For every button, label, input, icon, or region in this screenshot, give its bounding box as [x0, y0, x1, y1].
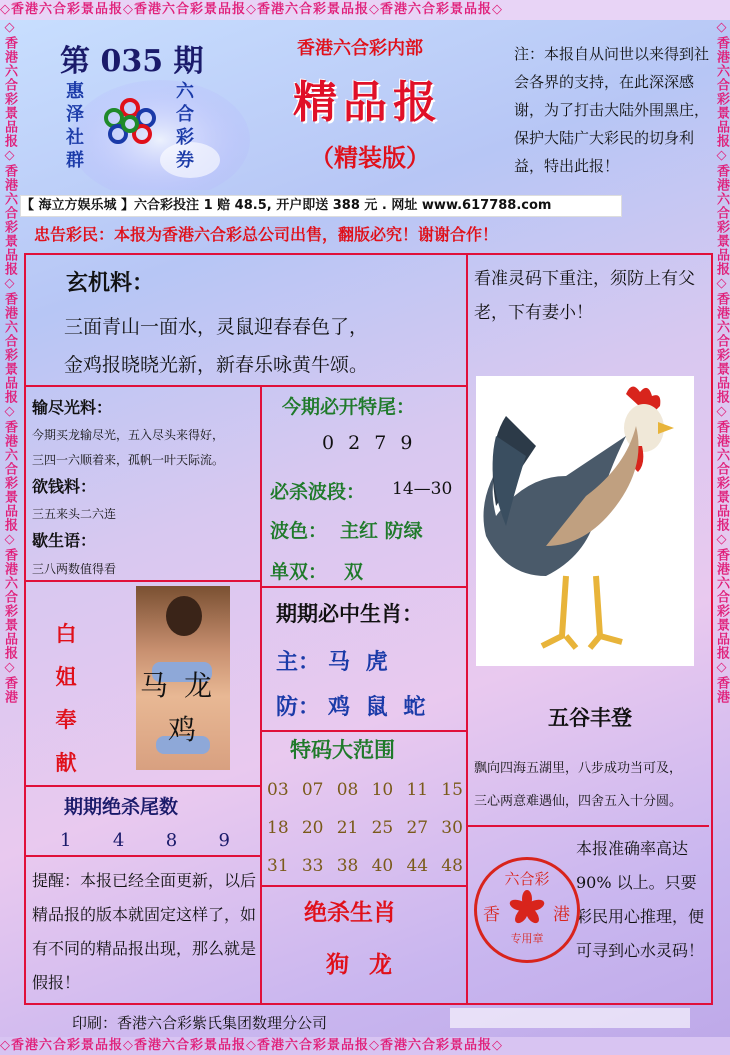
tema-number: 48 [441, 856, 463, 876]
advertisement-bar[interactable]: 【 海立方娱乐城 】六合彩投注 1 赔 48.5, 开户即送 388 元 . 网址 www.617788.com [20, 195, 622, 217]
top-border-text: ◇香港六合彩景品报◇香港六合彩景品报◇香港六合彩景品报◇香港六合彩景品报◇ [0, 2, 503, 17]
tema-number: 11 [406, 780, 429, 800]
slogan-char: 券 [176, 150, 194, 171]
shujin-line1: 今期买龙输尽光，五入尽头来得好， [32, 428, 225, 442]
divider-row2-left [26, 580, 260, 582]
rooster-poem-line1: 飘向四海五湖里，八步成功当可及， [474, 761, 683, 776]
bisha-value: 14—30 [392, 479, 453, 499]
left-border-strip [0, 20, 18, 1037]
tema-number: 15 [441, 780, 463, 800]
seal-top-text: 六合彩 [504, 870, 550, 888]
right-border-strip [712, 20, 730, 1037]
printer-credit: 印刷：香港六合彩紫氏集团数理分公司 [72, 1014, 328, 1032]
tema-row [267, 780, 463, 818]
tema-number: 27 [406, 818, 429, 838]
tema-number: 08 [336, 780, 359, 800]
divider-row2-mid [262, 586, 466, 588]
header-note: 注：本报自从问世以来得到社会各界的支持，在此深深感谢，为了打击大陆外围黑庄，保护大陆广大彩民的切身利益，特出此报！ [514, 45, 710, 175]
shujin-heading: 输尽光料： [32, 398, 113, 417]
divider-row3-mid [262, 730, 466, 732]
xiesheng-heading: 歇生语： [32, 531, 97, 550]
tema-number: 18 [267, 818, 289, 838]
photo-text-ji: 鸡 [168, 713, 197, 746]
divider-row3-left [26, 785, 260, 787]
xiesheng-line: 三八两数值得看 [32, 562, 117, 576]
juesha-digit: 8 [165, 830, 178, 851]
juesha-digit: 4 [112, 830, 125, 851]
shujin-line2: 三四一六顺着来，孤帆一叶天际流。 [32, 453, 225, 467]
juesha-wei-heading: 期期绝杀尾数 [64, 796, 179, 818]
photo-hair-shape [166, 596, 202, 636]
rooster-illustration [476, 376, 694, 666]
seal-right-char: 港 [553, 905, 570, 925]
slogan-char: 六 [176, 81, 194, 102]
juesha-digit: 1 [60, 830, 72, 851]
bose-value: 主红 防绿 [340, 520, 423, 542]
slogan-char: 群 [66, 150, 84, 171]
slogan-char: 惠 [66, 81, 84, 102]
juesha-shengxiao-heading: 绝杀生肖 [304, 899, 396, 926]
danshuang-label: 单双： [270, 561, 328, 583]
xuanji-heading: 玄机料： [66, 270, 155, 296]
bose-label: 波色： [270, 520, 328, 542]
baijie-char: 奉 [55, 707, 77, 732]
juesha-wei-digits [60, 830, 230, 851]
yuqian-line: 三五来头二六连 [32, 507, 117, 521]
tema-row [267, 818, 463, 856]
bottom-border-strip [0, 1037, 730, 1055]
tema-number: 33 [301, 856, 324, 876]
tewei-heading: 今期必开特尾： [282, 396, 416, 418]
divider-right-column [466, 255, 468, 1003]
tema-number: 03 [267, 780, 289, 800]
danshuang-value: 双 [344, 561, 364, 583]
issue-number: 第 035 期 [60, 44, 204, 79]
tema-number: 40 [371, 856, 394, 876]
rooster-poem-line2: 三心两意难遇仙，四舍五入十分圆。 [474, 794, 683, 809]
accuracy-text: 本报准确率高达 90% 以上。只要彩民用心推理，便可寻到心水灵码！ [576, 839, 705, 960]
header-edition: （精装版） [310, 143, 430, 172]
xuanji-line1: 三面青山一面水，灵鼠迎春春色了， [64, 316, 369, 338]
tema-number: 25 [371, 818, 394, 838]
photo-text-ma: 马 [140, 669, 169, 702]
shengxiao-main-value: 马 虎 [328, 649, 392, 675]
tema-number: 31 [267, 856, 289, 876]
seal-bottom-text: 专用章 [510, 932, 544, 945]
warning-notice: 忠告彩民：本报为香港六合彩总公司出售，翻版必究！谢谢合作！ [34, 225, 499, 244]
xuanji-line2: 金鸡报晓晓光新，新春乐咏黄牛颂。 [64, 354, 369, 376]
shengxiao-heading: 期期必中生肖： [276, 601, 423, 626]
reminder-text: 提醒：本报已经全面更新，以后精品报的版本就固定这样了，如有不同的精品报出现，那么就是假报！ [32, 871, 257, 992]
footer-blank-panel [450, 1008, 690, 1028]
bauhinia-flower-icon [509, 890, 545, 926]
header-title: 精品报 [293, 77, 443, 128]
bisha-label: 必杀波段： [270, 481, 366, 503]
left-border-text: ◇香港六合彩景品报◇香港六合彩景品报◇香港六合彩景品报◇香港六合彩景品报◇香港六合彩景品报◇香港 [2, 20, 17, 704]
right-slogan-col2 [172, 80, 198, 172]
slogan-char: 彩 [176, 127, 194, 148]
tewei-digits: 0 2 7 9 [322, 432, 417, 454]
slogan-char: 泽 [66, 104, 84, 125]
slogan-char: 社 [66, 127, 84, 148]
tema-heading: 特码大范围 [290, 737, 395, 762]
shengxiao-main-label: 主： [276, 649, 321, 675]
left-slogan-col1 [62, 80, 88, 172]
juesha-digit: 9 [218, 830, 230, 851]
shengxiao-fang-value: 鸡 鼠 蛇 [328, 694, 430, 720]
divider-left-column [260, 385, 262, 1003]
rooster-image [476, 376, 694, 666]
rooster-caption: 五谷丰登 [548, 705, 632, 730]
tema-number: 38 [336, 856, 359, 876]
tema-number: 07 [301, 780, 324, 800]
bottom-border-text: ◇香港六合彩景品报◇香港六合彩景品报◇香港六合彩景品报◇香港六合彩景品报◇ [0, 1038, 503, 1053]
divider-row4-left [26, 855, 260, 857]
photo-text-long: 龙 [184, 669, 213, 702]
tema-number: 20 [301, 818, 324, 838]
header-subtitle: 香港六合彩内部 [297, 38, 423, 59]
shengxiao-fang-label: 防： [276, 694, 321, 720]
top-border-strip [0, 0, 730, 20]
yuqian-heading: 欲钱料： [32, 477, 97, 496]
tema-number: 30 [441, 818, 463, 838]
tema-number: 21 [336, 818, 359, 838]
lottery-logo-icon [100, 96, 160, 146]
juesha-shengxiao-value: 狗 龙 [326, 951, 399, 978]
baijie-char: 白 [55, 621, 77, 646]
tema-row [267, 856, 463, 894]
slogan-char: 合 [176, 104, 194, 125]
right-top-slogan: 看准灵码下重注，须防上有父老，下有妻小！ [474, 269, 695, 323]
tema-number: 10 [371, 780, 394, 800]
divider-row1 [26, 385, 466, 387]
seal-left-char: 香 [483, 905, 500, 925]
baijie-char: 献 [55, 750, 77, 775]
tema-number: 44 [406, 856, 429, 876]
official-seal [474, 857, 580, 963]
baijie-vertical-text [54, 612, 78, 784]
right-border-text: ◇香港六合彩景品报◇香港六合彩景品报◇香港六合彩景品报◇香港六合彩景品报◇香港六合彩景品报◇香港 [714, 20, 729, 704]
divider-right-row [468, 825, 709, 827]
baijie-char: 姐 [55, 664, 77, 689]
tema-grid [267, 780, 463, 894]
